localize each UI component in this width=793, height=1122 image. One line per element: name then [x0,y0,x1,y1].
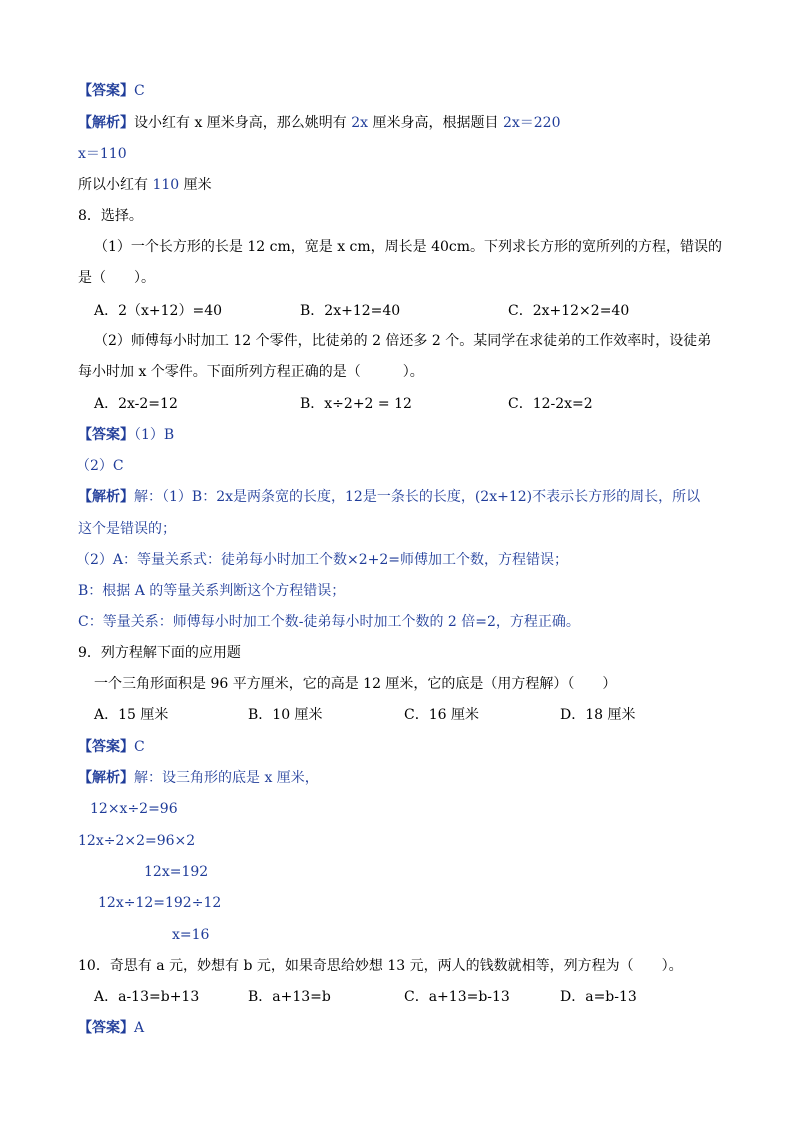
text: 解：设三角形的底是 x 厘米， [134,770,319,786]
text: 解：（1）B： [134,489,217,505]
q8-p2-option-c: C．12-2x=2 [508,396,593,412]
q8-p2-line1: （2）师傅每小时加工 12 个零件，比徒弟的 2 倍还多 2 个。某同学在求徒弟的工作效率时，设徒弟 [94,333,712,349]
q10-option-b: B．a+13=b [248,989,331,1005]
q7-analysis-line3 [78,176,212,194]
q8-answer1: （1）B [134,427,175,443]
q9-answer: C [134,739,145,755]
q8-answer2: （2）C [76,458,124,474]
q7-answer: C [134,83,145,99]
analysis-tag: 【解析】 [78,115,134,131]
q9-option-d: D．18 厘米 [560,707,636,723]
q9-step-1: 12×x÷2=96 [90,801,178,817]
q10-title: 10．奇思有 a 元，妙想有 b 元，如果奇思给妙想 13 元，两人的钱数就相等，列方程为（ ）。 [78,958,683,974]
q9-step-2: 12x÷2×2=96×2 [78,833,196,849]
text: 厘米身高，根据题目 [368,115,503,131]
q8-p1-line2: 是（ ）。 [78,270,155,286]
text: 厘米 [179,177,212,193]
q9-answer-line [78,738,145,756]
q7-answer-line [78,82,145,100]
q8-p1-option-b: B．2x+12=40 [300,303,401,319]
text: 12 [345,489,363,505]
q10-answer-line [78,1019,144,1037]
q8-analysis-line3: （2）A：等量关系式：徒弟每小时加工个数×2+2=师傅加工个数，方程错误； [76,552,569,568]
q9-option-a: A．15 厘米 [94,707,169,723]
q10-option-c: C．a+13=b-13 [404,989,510,1005]
q9-option-c: C．16 厘米 [404,707,479,723]
analysis-tag: 【解析】 [78,489,134,505]
q9-option-b: B．10 厘米 [248,707,323,723]
text: 2x [351,115,369,131]
q9-step-5: x=16 [172,927,210,943]
q8-title: 8．选择。 [78,208,143,224]
text: 所以小红有 [78,177,153,193]
q10-option-a: A．a-13=b+13 [94,989,200,1005]
text: (2x+12) [474,489,533,505]
answer-tag: 【答案】 [78,1020,134,1036]
answer-tag: 【答案】 [78,83,134,99]
q9-step-4: 12x÷12=192÷12 [98,895,222,911]
q8-answer-line [78,426,174,444]
q8-analysis-line1 [78,488,700,506]
text: 2x [216,489,234,505]
q8-p1-line1: （1）一个长方形的长是 12 cm，宽是 x cm，周长是 40cm。下列求长方形的宽所列的方程，错误的 [94,239,723,255]
q10-answer: A [134,1020,145,1036]
q9-title: 9．列方程解下面的应用题 [78,645,241,661]
q8-analysis-line4: B：根据 A 的等量关系判断这个方程错误； [78,583,346,599]
q8-p2-option-b: B．x÷2+2 = 12 [300,396,412,412]
q7-analysis-line2: x＝110 [78,146,127,162]
q8-p1-option-c: C．2x+12×2=40 [508,303,630,319]
q8-p2-option-a: A．2x-2=12 [94,396,178,412]
text: 设小红有 x 厘米身高，那么姚明有 [134,115,352,131]
q7-analysis-line1 [78,114,561,132]
q9-step-3: 12x=192 [144,864,209,880]
text: 是一条长的长度， [362,489,475,505]
analysis-tag: 【解析】 [78,770,134,786]
q8-analysis-line5: C：等量关系：师傅每小时加工个数-徒弟每小时加工个数的 2 倍=2，方程正确。 [78,614,580,630]
q8-p2-line2: 每小时加 x 个零件。下面所列方程正确的是（ ）。 [78,364,424,380]
text: 110 [152,177,180,193]
q9-analysis-line1 [78,769,319,787]
text: 2x＝220 [502,115,561,131]
answer-tag: 【答案】 [78,427,134,443]
q10-option-d: D．a=b-13 [560,989,637,1005]
text: 不表示长方形的周长，所以 [532,489,701,505]
q8-analysis-line2: 这个是错误的； [78,521,176,537]
q8-p1-option-a: A．2（x+12）=40 [94,303,223,319]
answer-tag: 【答案】 [78,739,134,755]
q9-question: 一个三角形面积是 96 平方厘米，它的高是 12 厘米，它的底是（用方程解）（ ） [94,676,617,692]
text: 是两条宽的长度， [233,489,346,505]
